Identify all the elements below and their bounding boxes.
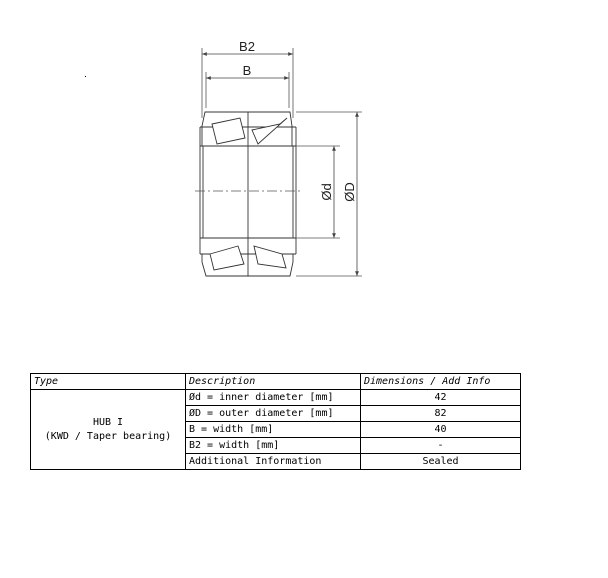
type-cell bbox=[31, 390, 186, 470]
roller-bottom-right bbox=[254, 246, 286, 268]
row-value: 82 bbox=[361, 406, 521, 422]
row-description: ØD = outer diameter [mm] bbox=[186, 406, 361, 422]
type-name: HUB I bbox=[92, 416, 124, 428]
row-value: - bbox=[361, 438, 521, 454]
row-description: B = width [mm] bbox=[186, 422, 361, 438]
inner-diameter-label: Ød bbox=[319, 183, 334, 201]
row-value: 42 bbox=[361, 390, 521, 406]
roller-top-left bbox=[212, 118, 245, 144]
row-description: B2 = width [mm] bbox=[186, 438, 361, 454]
type-subtitle: (KWD / Taper bearing) bbox=[44, 430, 172, 442]
header-description: Description bbox=[186, 374, 361, 390]
spec-table bbox=[30, 373, 521, 470]
roller-top-right bbox=[252, 118, 287, 144]
row-description: Ød = inner diameter [mm] bbox=[186, 390, 361, 406]
roller-bottom-left bbox=[210, 246, 244, 270]
table-row bbox=[31, 390, 521, 406]
header-type: Type bbox=[31, 374, 186, 390]
row-value: Sealed bbox=[361, 454, 521, 470]
header-dimensions: Dimensions / Add Info bbox=[361, 374, 521, 390]
row-value: 40 bbox=[361, 422, 521, 438]
outer-diameter-label: ØD bbox=[342, 182, 357, 202]
table-header-row bbox=[31, 374, 521, 390]
b2-label: B2 bbox=[239, 39, 255, 54]
b-label: B bbox=[242, 63, 252, 78]
bearing-section bbox=[200, 112, 296, 276]
row-description: Additional Information bbox=[186, 454, 361, 470]
